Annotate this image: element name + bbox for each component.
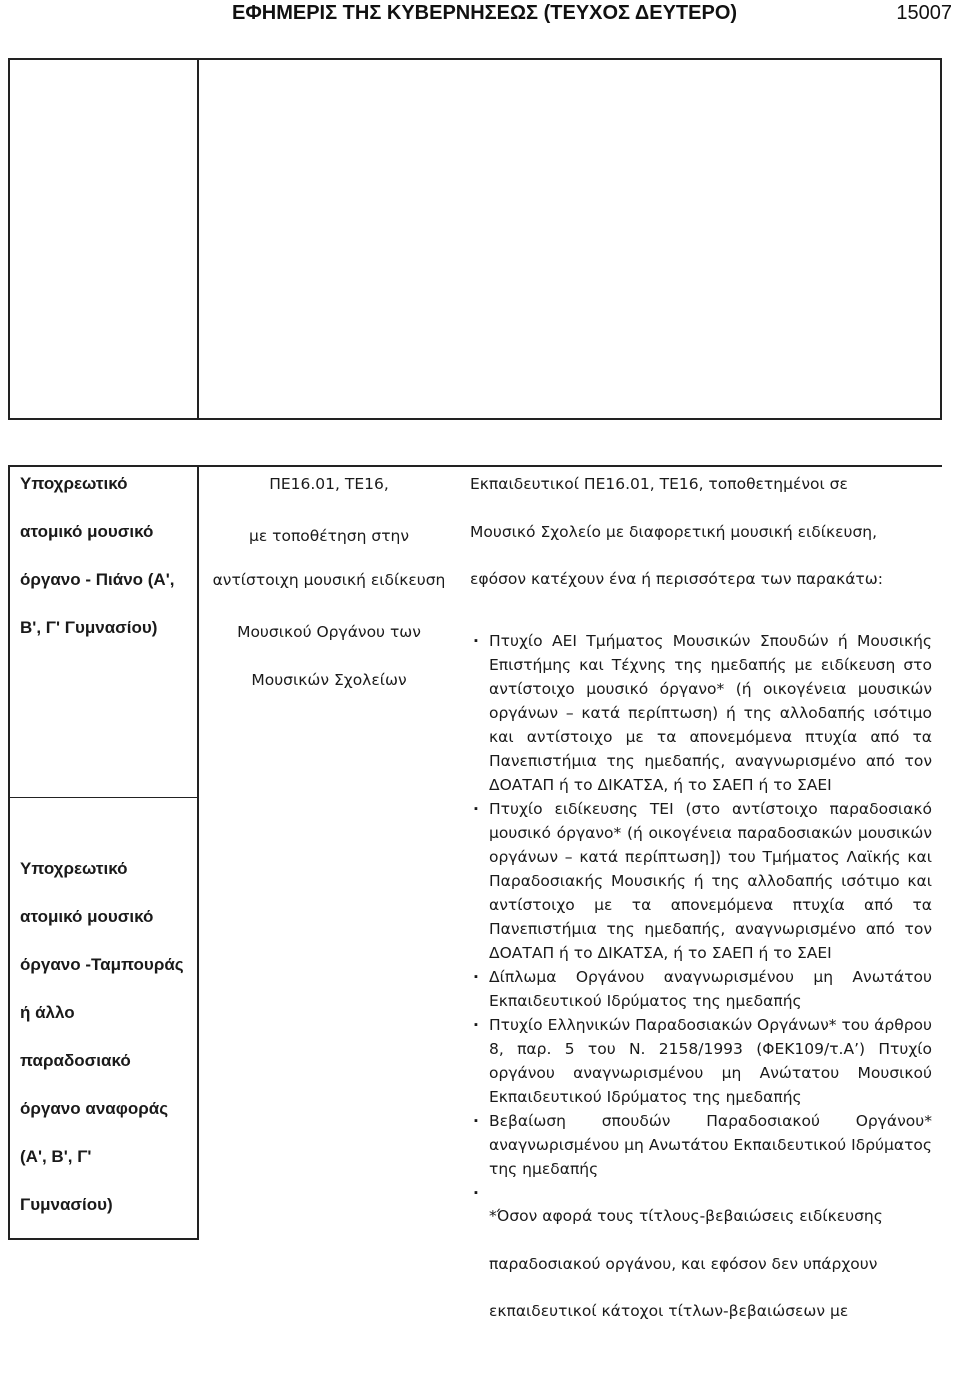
subject-line: όργανο -Ταμπουράς [20, 955, 184, 974]
specialty-line: ΠΕ16.01, ΤΕ16, [269, 475, 389, 493]
list-item [470, 1181, 932, 1205]
list-item [470, 1109, 932, 1181]
subject-line: όργανο αναφοράς [20, 1099, 169, 1118]
qualification-text: Βεβαίωση σπουδών Παραδοσιακού Οργάνου* αναγνωρισμένου μη Ανωτάτου Εκπαιδευτικού Ιδρύματος της ημεδαπής [489, 1112, 932, 1178]
qualification-text: Πτυχίο Ελληνικών Παραδοσιακών Οργάνων* του άρθρου 8, παρ. 5 του Ν. 2158/1993 (ΦΕΚ109/τ.Α’) Πτυχίο οργάνου αναγνωρισμένου μη Ανώτατου Μουσικού Εκπαιδευτικού Ιδρύματος της ημεδαπής [489, 1016, 932, 1106]
subject-line: Υποχρεωτικό [20, 859, 128, 878]
subject-line: όργανο - Πιάνο (Α', [20, 570, 175, 589]
eligibility-intro [470, 472, 940, 615]
subject-line: Γυμνασίου) [20, 1195, 113, 1214]
subject-line: ατομικό μουσικό [20, 907, 154, 926]
list-item [470, 1013, 932, 1109]
page-header [0, 0, 960, 40]
bullet-icon: · [473, 800, 479, 818]
intro-line: Εκπαιδευτικοί ΠΕ16.01, ΤΕ16, τοποθετημένοι σε [470, 475, 848, 493]
specialty-line: με τοποθέτηση στην [248, 527, 410, 545]
footnote-line: παραδοσιακού οργάνου, και εφόσον δεν υπάρχουν [489, 1254, 878, 1273]
specialty-line: Μουσικών Σχολείων [251, 671, 407, 689]
list-item [470, 629, 932, 797]
footnote-line: *Όσον αφορά τους τίτλους-βεβαιώσεις ειδίκευσης [489, 1207, 883, 1225]
list-item [470, 797, 932, 965]
intro-line: εφόσον κατέχουν ένα ή περισσότερα των παρακάτω: [470, 570, 883, 588]
specialty-line: Μουσικού Οργάνου των [237, 623, 421, 641]
list-item [470, 965, 932, 1013]
specialty-cell [200, 472, 458, 716]
bullet-icon: · [473, 1184, 479, 1202]
gazette-title: ΕΦΗΜΕΡΙΣ ΤΗΣ ΚΥΒΕΡΝΗΣΕΩΣ (ΤΕΥΧΟΣ ΔΕΥΤΕΡΟ) [232, 2, 738, 24]
subject-line: Β', Γ' Γυμνασίου) [20, 618, 158, 637]
qualification-text: Πτυχίο ΑΕΙ Τμήματος Μουσικών Σπουδών ή Μουσικής Επιστήμης και Τέχνης της ημεδαπής με ειδίκευση στο αντίστοιχο μουσικό όργανο* (ή οικογένεια μουσικών οργάνων – κατά περίπτωση) ή της αλλοδαπής ισότιμο και αντίστοιχο με τα απονεμόμενα πτυχία από τα Πανεπιστήμια της ημεδαπής, αναγνωρισμένο από τον ΔΟΑΤΑΠ ή το ΔΙΚΑΤΣΑ, ή το ΣΑΕΠ ή το ΣΑΕΙ [489, 632, 932, 794]
bullet-icon: · [473, 1112, 479, 1130]
subject-line: παραδοσιακό [20, 1051, 131, 1070]
footnote [489, 1204, 929, 1347]
subject-tambouras [20, 857, 200, 1241]
qualification-text: Δίπλωμα Οργάνου αναγνωρισμένου μη Ανωτάτου Εκπαιδευτικού Ιδρύματος της ημεδαπής [489, 968, 932, 1010]
bullet-icon: · [473, 968, 479, 986]
intro-line: Μουσικό Σχολείο με διαφορετική μουσική ειδίκευση, [470, 522, 878, 541]
subject-line: ή άλλο [20, 1003, 75, 1022]
footnote-line: εκπαιδευτικοί κάτοχοι τίτλων-βεβαιώσεων με [489, 1302, 849, 1320]
specialty-line: αντίστοιχη μουσική ειδίκευση [212, 571, 446, 589]
qualification-list [470, 629, 932, 1205]
subject-line: ατομικό μουσικό [20, 522, 154, 541]
subject-piano [20, 472, 200, 664]
bullet-icon: · [473, 1016, 479, 1034]
subject-line: (Α', Β', Γ' [20, 1147, 92, 1166]
qualification-text: Πτυχίο ειδίκευσης ΤΕΙ (στο αντίστοιχο παραδοσιακό μουσικό όργανο* (ή οικογένεια παραδοσιακών μουσικών οργάνων – κατά περίπτωση]) του Τμήματος Λαϊκής και Παραδοσιακής Μουσικής ή της αλλοδαπής ισότιμο και αντίστοιχο με τα απονεμόμενα πτυχία από τα Πανεπιστήμια της ημεδαπής, αναγνωρισμένο από τον ΔΟΑΤΑΠ ή το ΔΙΚΑΤΣΑ, ή το ΣΑΕΠ ή το ΣΑΕΙ [489, 800, 932, 962]
bullet-icon: · [473, 632, 479, 650]
page-number: 15007 [896, 2, 952, 24]
subject-line: Υποχρεωτικό [20, 474, 128, 493]
